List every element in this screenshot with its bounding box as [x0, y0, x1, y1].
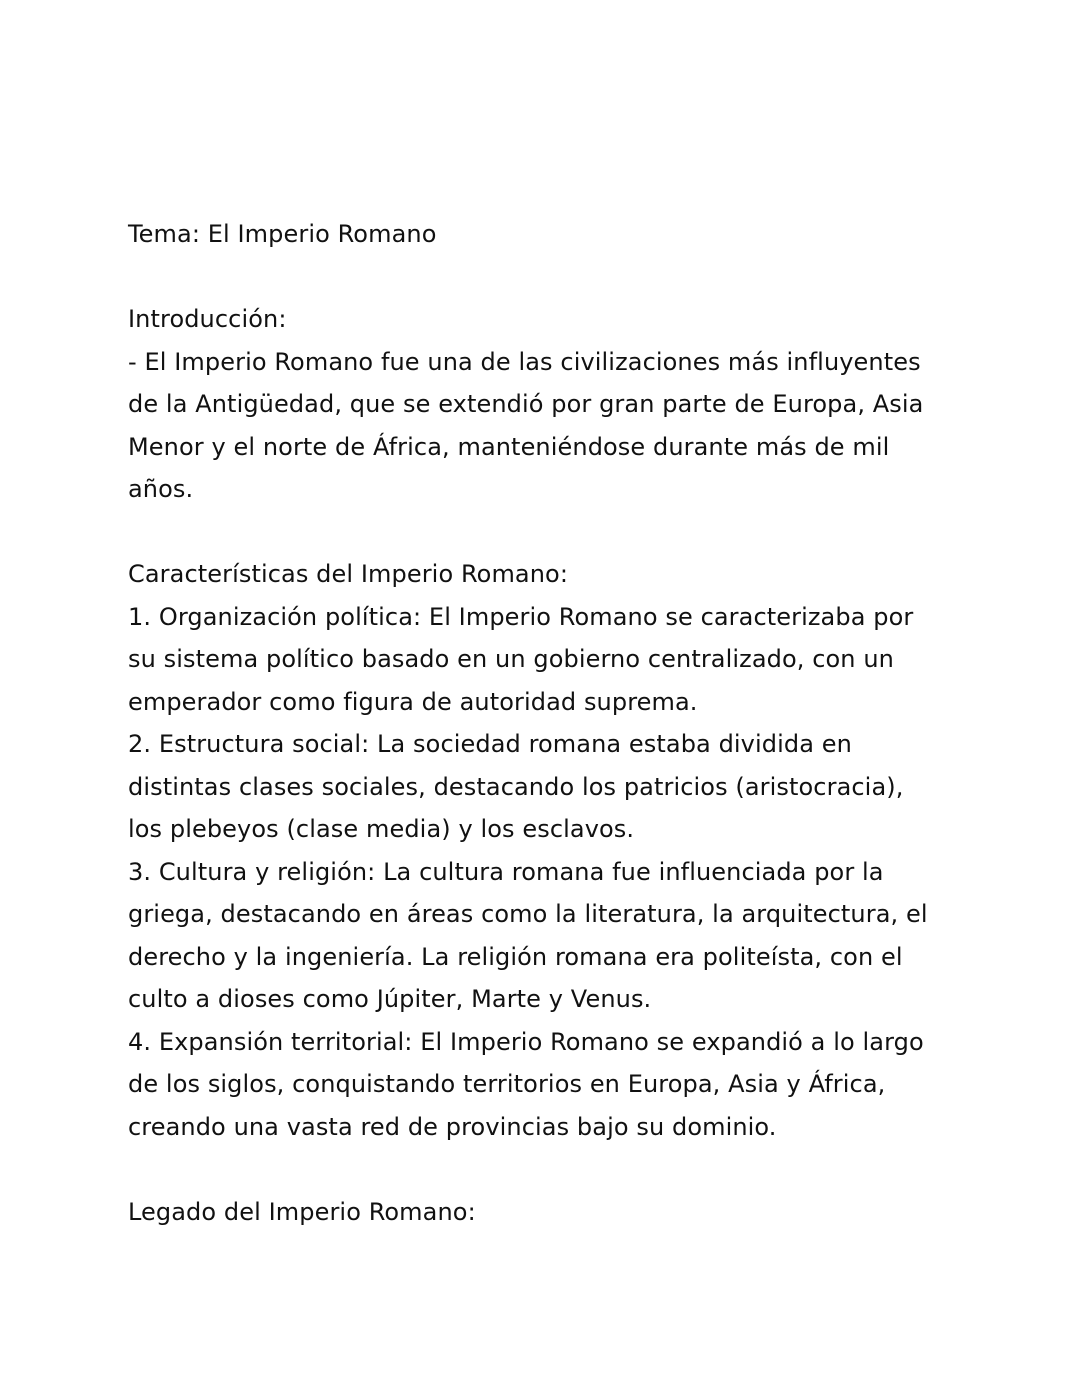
characteristics-line: culto a dioses como Júpiter, Marte y Venus. — [128, 985, 652, 1013]
characteristics-line: 1. Organización política: El Imperio Romano se caracterizaba por — [128, 602, 914, 631]
blank-line — [128, 511, 948, 554]
intro-line: años. — [128, 475, 194, 503]
characteristics-line: 2. Estructura social: La sociedad romana estaba dividida en — [128, 730, 852, 758]
characteristics-line: creando una vasta red de provincias bajo su dominio. — [128, 1112, 777, 1141]
blank-line — [128, 1148, 948, 1191]
characteristics-line: los plebeyos (clase media) y los esclavos. — [128, 815, 635, 843]
intro-line: Menor y el norte de África, manteniéndose durante más de mil — [128, 432, 890, 461]
intro-line: de la Antigüedad, que se extendió por gran parte de Europa, Asia — [128, 390, 924, 418]
characteristics-heading: Características del Imperio Romano: — [128, 560, 569, 588]
intro-line: - El Imperio Romano fue una de las civilizaciones más influyentes — [128, 347, 921, 376]
characteristics-line: griega, destacando en áreas como la literatura, la arquitectura, el — [128, 900, 928, 928]
blank-line — [128, 256, 948, 299]
characteristics-line: de los siglos, conquistando territorios en Europa, Asia y África, — [128, 1070, 886, 1098]
characteristics-line: su sistema político basado en un gobierno centralizado, con un — [128, 645, 894, 673]
legacy-heading: Legado del Imperio Romano: — [128, 1197, 476, 1226]
characteristics-line: 3. Cultura y religión: La cultura romana fue influenciada por la — [128, 857, 884, 886]
characteristics-line: emperador como figura de autoridad suprema. — [128, 687, 698, 716]
characteristics-line: derecho y la ingeniería. La religión romana era politeísta, con el — [128, 942, 903, 971]
characteristics-line: 4. Expansión territorial: El Imperio Romano se expandió a lo largo — [128, 1027, 924, 1056]
document-title: Tema: El Imperio Romano — [128, 220, 437, 248]
intro-heading: Introducción: — [128, 305, 287, 333]
characteristics-line: distintas clases sociales, destacando los patricios (aristocracia), — [128, 772, 904, 801]
document-body — [128, 213, 948, 1233]
